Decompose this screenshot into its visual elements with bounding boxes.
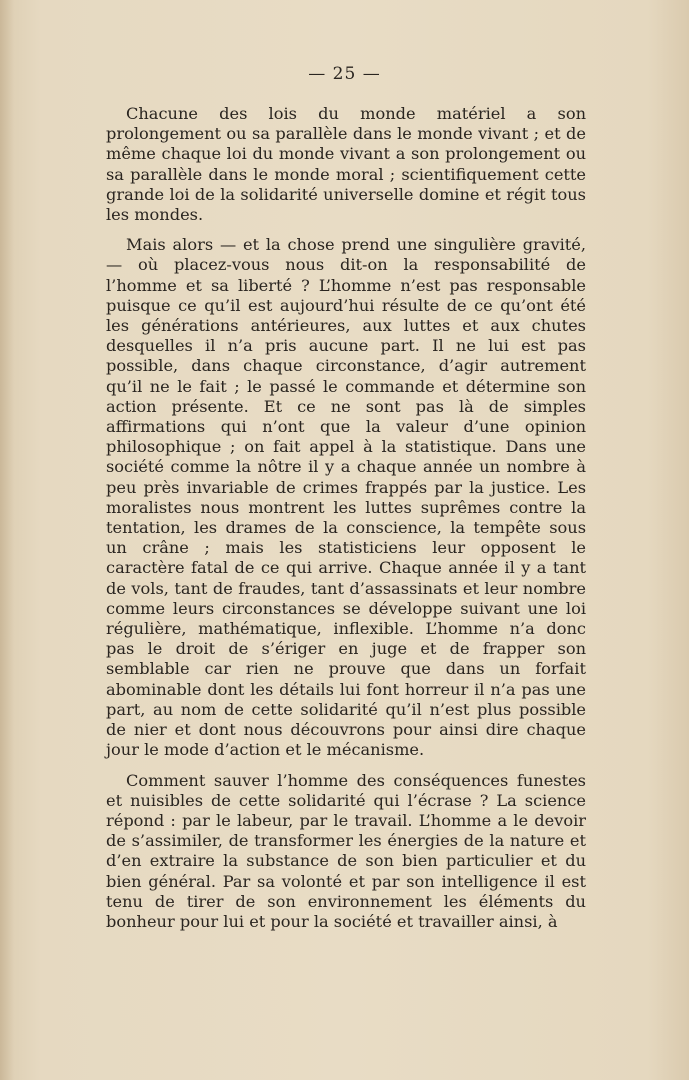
paragraph-1: Chacune des lois du monde matériel a son prolongement ou sa parallèle dans le monde vivant ; et de même chaque loi du monde vivant a son prolongement ou sa parallèle dans le monde moral ; scientifiquement cette grande loi de la solidarité universelle domine et régit tous les mondes. bbox=[106, 104, 586, 225]
page-number: — 25 — bbox=[308, 64, 381, 84]
body-text bbox=[106, 104, 586, 932]
paragraph-2: Mais alors — et la chose prend une singulière gravité, — où placez-vous nous dit-on la responsabilité de l’homme et sa liberté ? L’homme n’est pas responsable puisque ce qu’il est aujourd’hui résulte de ce qu’ont été les générations antérieures, aux luttes et aux chutes desquelles il n’a pris aucune part. Il ne lui est pas possible, dans chaque circonstance, d’agir autrement qu’il ne le fait ; le passé le commande et détermine son action présente. Et ce ne sont pas là de simples affirmations qui n’ont que la valeur d’une opinion philosophique ; on fait appel à la statistique. Dans une société comme la nôtre il y a chaque année un nombre à peu près invariable de crimes frappés par la justice. Les moralistes nous montrent les luttes suprêmes contre la tentation, les drames de la conscience, la tempête sous un crâne ; mais les statisticiens leur opposent le caractère fatal de ce qui arrive. Chaque année il y a tant de vols, tant de fraudes, tant d’assassinats et leur nombre comme leurs circonstances se développe suivant une loi régulière, mathématique, inflexible. L’homme n’a donc pas le droit de s’ériger en juge et de frapper son semblable car rien ne prouve que dans un forfait abominable dont les détails lui font horreur il n’a pas une part, au nom de cette solidarité qu’il n’est plus possible de nier et dont nous découvrons pour ainsi dire chaque jour le mode d’action et le mécanisme. bbox=[106, 235, 586, 760]
page-edge-shadow bbox=[0, 0, 14, 1080]
paragraph-3: Comment sauver l’homme des conséquences funestes et nuisibles de cette solidarité qui l’écrase ? La science répond : par le labeur, par le travail. L’homme a le devoir de s’assimiler, de transformer les énergies de la nature et d’en extraire la substance de son bien particulier et du bien général. Par sa volonté et par son intelligence il est tenu de tirer de son environnement les éléments du bonheur pour lui et pour la société et travailler ainsi, à bbox=[106, 770, 586, 931]
